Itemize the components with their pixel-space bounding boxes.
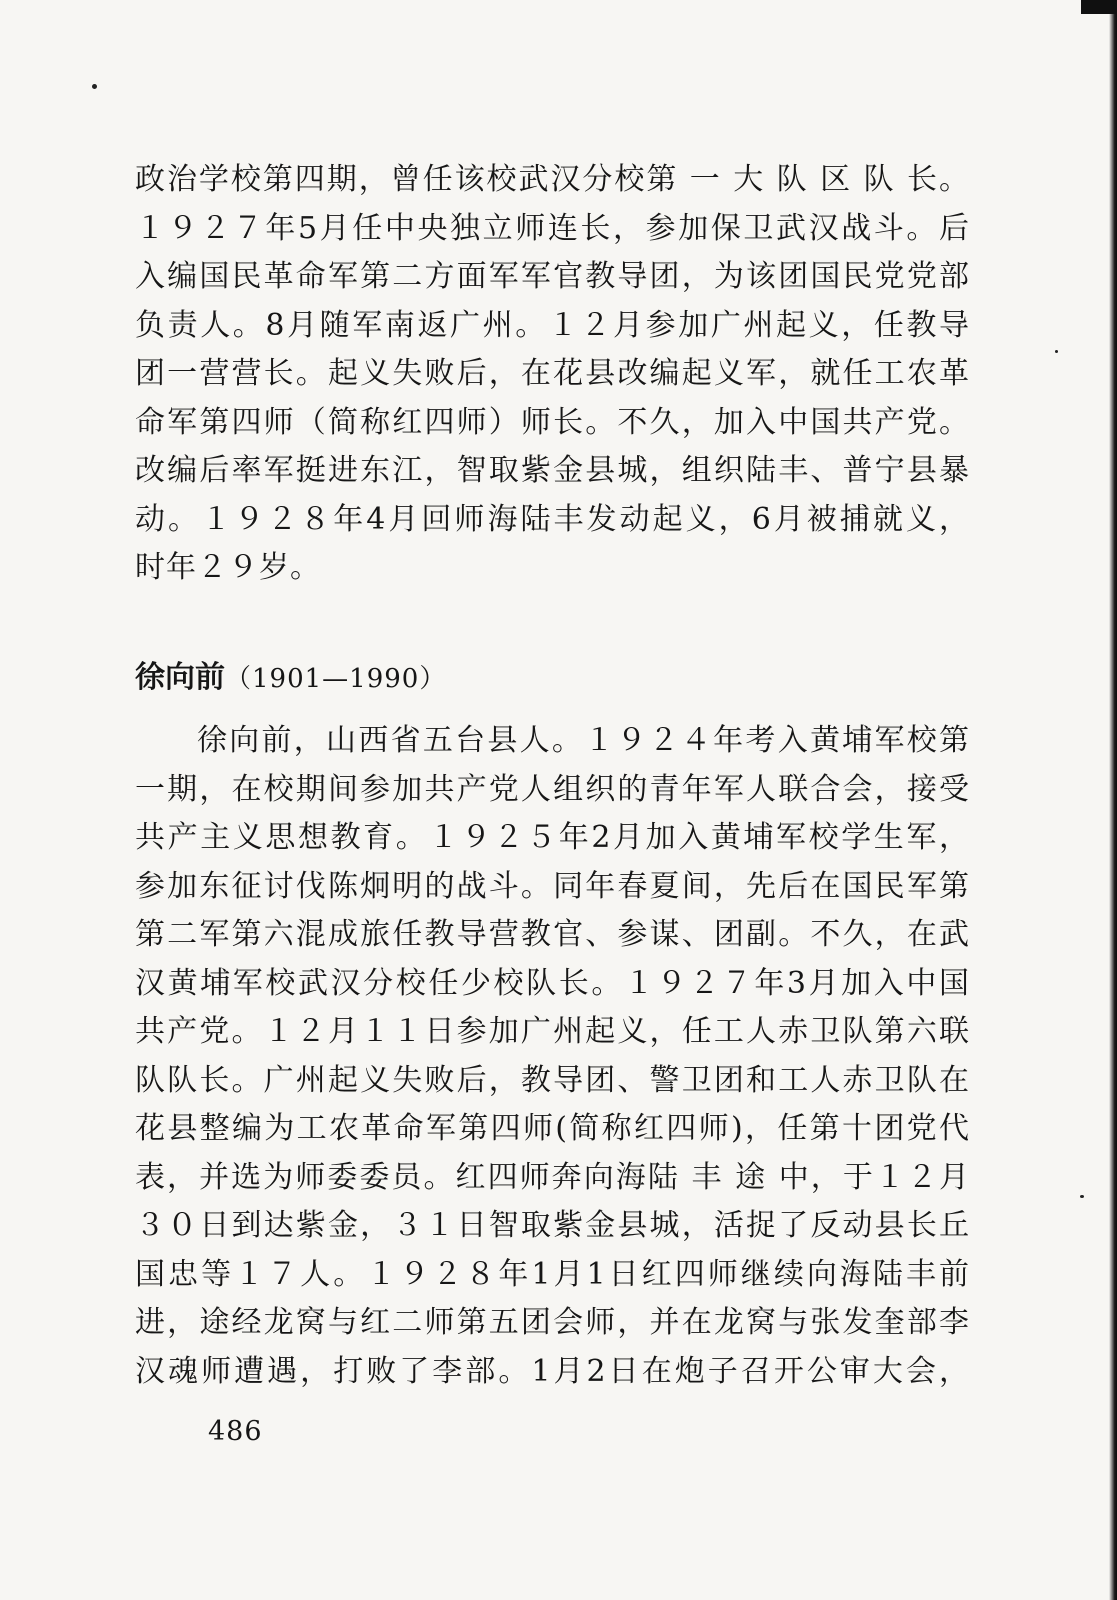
text-line: 政治学校第四期，曾任该校武汉分校第 一 大 队 区 队 长。 — [135, 162, 970, 197]
text-line: 队队长。广州起义失败后，教导团、警卫团和工人赤卫队在 — [135, 1062, 970, 1098]
text-line: １９２７年5月任中央独立师连长，参加保卫武汉战斗。后 — [135, 210, 970, 246]
text-line: 入编国民革命军第二方面军军官教导团，为该团国民党党部 — [135, 259, 970, 294]
person-name: 徐向前 — [135, 660, 225, 695]
page-corner-shadow — [1081, 0, 1117, 14]
biography-paragraph-continued — [135, 156, 970, 593]
page-number: 486 — [208, 1416, 263, 1447]
biography-paragraph — [135, 717, 970, 1396]
text-line: 国忠等１７人。１９２８年1月1日红四师继续向海陆丰前 — [135, 1256, 970, 1292]
text-line: 命军第四师（简称红四师）师长。不久，加入中国共产党。 — [135, 404, 970, 440]
text-line: 汉魂师遭遇，打败了李部。1月2日在炮子召开公审大会， — [135, 1353, 970, 1389]
text-line: 负责人。8月随军南返广州。１２月参加广州起义，任教导 — [135, 307, 970, 343]
text-line: ３０日到达紫金，３１日智取紫金县城，活捉了反动县长丘 — [135, 1208, 970, 1243]
text-line: 花县整编为工农革命军第四师(简称红四师)，任第十团党代 — [135, 1111, 970, 1146]
text-line: 参加东征讨伐陈炯明的战斗。同年春夏间，先后在国民军第 — [135, 868, 970, 904]
text-line: 第二军第六混成旅任教导营教官、参谋、团副。不久，在武 — [135, 917, 970, 952]
entry-heading — [135, 656, 446, 701]
life-dates: （1901—1990） — [225, 664, 447, 694]
page-edge-shadow — [1109, 0, 1117, 1600]
scan-speck — [92, 84, 97, 89]
scan-speck — [1055, 350, 1058, 353]
text-line: 汉黄埔军校武汉分校任少校队长。１９２７年3月加入中国 — [135, 965, 970, 1001]
text-line: 时年２９岁。 — [135, 550, 321, 585]
text-line: 团一营营长。起义失败后，在花县改编起义军，就任工农革 — [135, 356, 970, 391]
text-line: 一期，在校期间参加共产党人组织的青年军人联合会，接受 — [135, 771, 970, 807]
text-line: 进，途经龙窝与红二师第五团会师，并在龙窝与张发奎部李 — [135, 1305, 970, 1340]
text-line: 表，并选为师委委员。红四师奔向海陆 丰 途 中，于１２月 — [135, 1159, 970, 1195]
text-line: 动。１９２８年4月回师海陆丰发动起义，6月被捕就义， — [135, 501, 970, 537]
text-line: 共产主义思想教育。１９２５年2月加入黄埔军校学生军， — [135, 820, 970, 855]
scan-speck — [1080, 1195, 1084, 1198]
text-line: 改编后率军挺进东江，智取紫金县城，组织陆丰、普宁县暴 — [135, 453, 970, 488]
text-line: 徐向前，山西省五台县人。１９２４年考入黄埔军校第 — [197, 723, 970, 758]
text-line: 共产党。１２月１１日参加广州起义，任工人赤卫队第六联 — [135, 1014, 970, 1049]
